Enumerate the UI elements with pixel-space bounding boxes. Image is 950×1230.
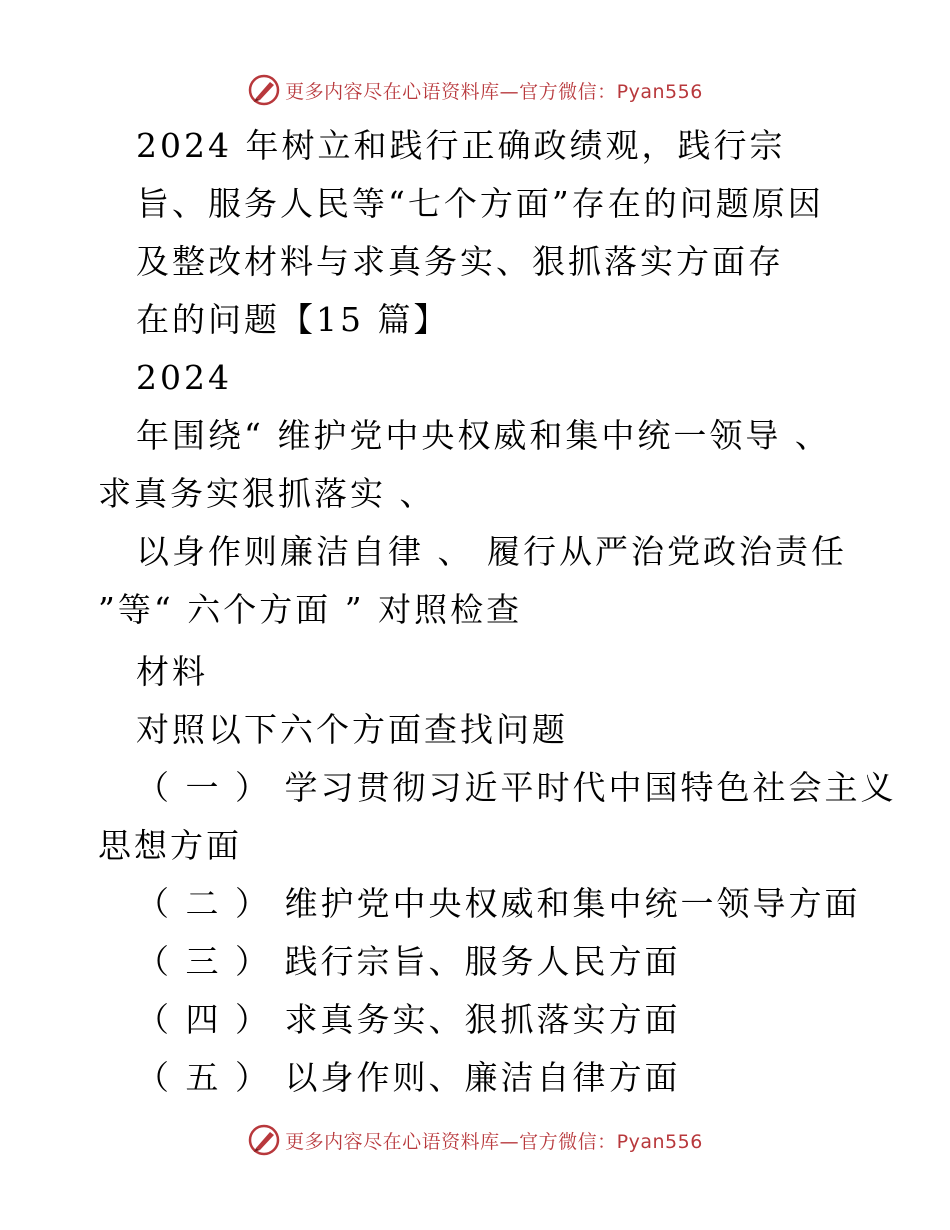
paragraph-line: 求真务实狠抓落实 、 [98,474,436,513]
title-line-3: 及整改材料与求真务实、狠抓落实方面存 [136,242,784,281]
pen-logo-icon [247,73,281,107]
footer-banner-text: 更多内容尽在心语资料库—官方微信：Pyan556 [285,1130,703,1153]
paragraph-line: 材料 [136,652,208,691]
title-line-4: 在的问题【15 篇】 [136,300,450,339]
pen-logo-icon [247,1123,281,1157]
header-banner [0,70,950,110]
footer-banner [0,1120,950,1160]
header-banner-text: 更多内容尽在心语资料库—官方微信：Pyan556 [285,80,703,103]
list-item-5: （ 五 ） 以身作则、廉洁自律方面 [136,1058,681,1097]
list-item-1: （ 一 ） 学习贯彻习近平时代中国特色社会主义 [136,768,897,807]
paragraph-line: 2024 [136,358,232,397]
paragraph-line: 年围绕“ 维护党中央权威和集中统一领导 、 [136,416,831,455]
section-intro: 对照以下六个方面查找问题 [136,710,568,749]
title-line-1: 2024 年树立和践行正确政绩观，践行宗 [136,126,786,165]
title-line-2: 旨、服务人民等“七个方面”存在的问题原因 [136,184,824,223]
list-item-1-cont: 思想方面 [98,826,242,865]
list-item-4: （ 四 ） 求真务实、狠抓落实方面 [136,1000,681,1039]
paragraph-line: ”等“ 六个方面 ” 对照检查 [98,590,523,629]
paragraph-line: 以身作则廉洁自律 、 履行从严治党政治责任 [136,532,847,571]
list-item-2: （ 二 ） 维护党中央权威和集中统一领导方面 [136,884,861,923]
list-item-3: （ 三 ） 践行宗旨、服务人民方面 [136,942,681,981]
